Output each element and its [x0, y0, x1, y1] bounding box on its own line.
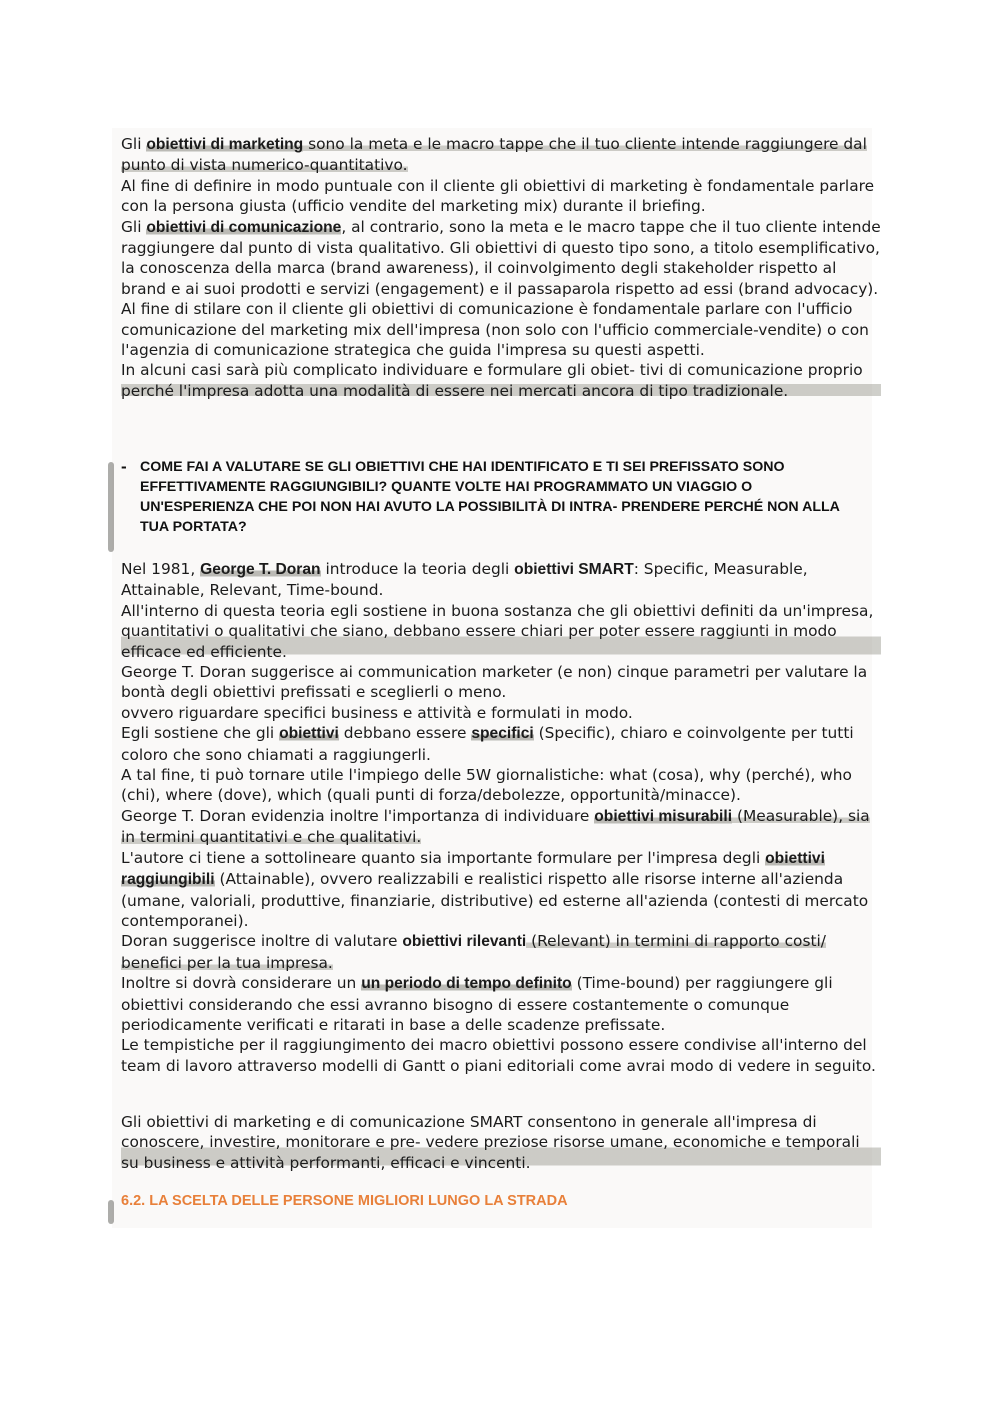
bold-term: obiettivi misurabili [594, 807, 733, 825]
question-text: COME FAI A VALUTARE SE GLI OBIETTIVI CHE HAI IDENTIFICATO E TI SEI PREFISSATO SONO EFFETTIVAMENTE RAGGIUNGIBILI? QUANTE VOLTE HAI PROGRAMMATO UN VIAGGIO O UN'ESPERIENZA CHE POI NON HAI AVUTO LA POSSIBILITÀ DI INTRA- PRENDERE PERCHÉ NON ALLA TUA PORTATA? [140, 459, 840, 535]
paragraph-gantt: Le tempistiche per il raggiungimento dei macro obiettivi possono essere condivise all'interno del team di lavoro attraverso modelli di Gantt o piani editoriali come avrai modo di vedere in seguito. [121, 1036, 876, 1075]
paragraph-smart-theory: All'interno di questa teoria egli sostiene in buona sostanza che gli obiettivi definiti da un'impresa, quantitativi o qualitativi che siano, debbano essere chiari per poter essere raggiunti in modo efficace ed efficiente. [121, 601, 881, 662]
paragraph-marketing-briefing: Al fine di definire in modo puntuale con il cliente gli obiettivi di marketing è fondamentale parlare con la persona giusta (ufficio vendite del marketing mix) durante il briefing. [121, 176, 875, 216]
paragraph-marketing-objectives [121, 134, 881, 176]
smart-block [121, 559, 881, 1076]
paragraph-specific [121, 723, 881, 765]
text-span: Gli [121, 135, 147, 153]
paragraph-five-parameters: George T. Doran suggerisce ai communication marketer (e non) cinque parametri per valutare la bontà degli obiettivi prefissati e sceglierli o meno. [121, 663, 868, 702]
paragraph-communication-office: Al fine di stilare con il cliente gli obiettivi di comunicazione è fondamentale parlare con l'ufficio comunicazione del marketing mix dell'impresa (non solo con l'ufficio commerciale-vendite) o con l'agenzia di comunicazione strategica che guida l'impresa su questi aspetti. [121, 300, 869, 360]
text-span: George T. Doran evidenzia inoltre l'importanza di individuare [121, 806, 595, 825]
paragraph-smart-conclusion: Gli obiettivi di marketing e di comunicazione SMART consentono in generale all'impresa di conoscere, investire, monitorare e pre- vedere preziose risorse umane, economiche e temporali su business e attività performanti, efficaci e vincenti. [121, 1112, 881, 1173]
text-span: (Relevant) in termini di rapporto costi/ benefici per la tua impresa. [121, 932, 826, 972]
text-span: sono la meta e le macro tappe che il tuo cliente intende raggiungere dal punto di vista numerico-quantitativo. [121, 135, 867, 175]
paragraph-communication-objectives [121, 217, 881, 300]
text-span: Doran suggerisce inoltre di valutare [121, 932, 403, 951]
bold-term: specifici [471, 725, 534, 743]
paragraph-specific-business: ovvero riguardare specifici business e attività e formulati in modo. [121, 703, 633, 722]
bold-term: obiettivi [279, 725, 339, 743]
question-margin-mark [108, 462, 114, 552]
intro-block [121, 134, 881, 401]
bold-term: George T. Doran [200, 561, 321, 578]
section-heading: 6.2. LA SCELTA DELLE PERSONE MIGLIORI LUNGO LA STRADA [121, 1193, 568, 1209]
paragraph-attainable [121, 848, 881, 932]
bold-term: obiettivi di comunicazione [146, 218, 342, 236]
paragraph-smart-intro [121, 559, 881, 601]
text-span: Inoltre si dovrà considerare un [121, 974, 362, 993]
text-span: (Attainable), ovvero realizzabili e realistici rispetto alle risorse interne all'azienda (umane, valoriali, produttive, finanziarie, distributive) ed esterne all'azienda (contesti di mercato contemporanei). [121, 870, 869, 930]
text-span: introduce la teoria degli [320, 560, 515, 578]
text-span: (Time-bound) per raggiungere gli obiettivi considerando che essi avranno bisogno di essere costantemente o comunque periodicamente verificati e ritarati in base a delle scadenze prefissate. [121, 974, 833, 1034]
text-span: Egli sostiene che gli [121, 724, 280, 743]
bold-term: obiettivi rilevanti [402, 933, 527, 951]
bold-term: obiettivi raggiungibili [121, 849, 825, 889]
section-margin-mark [108, 1200, 114, 1224]
text-span: debbano essere [338, 724, 472, 743]
paragraph-relevant [121, 931, 881, 973]
text-span: (Measurable), sia in termini quantitativi e che qualitativi. [121, 806, 870, 847]
bold-term: un periodo di tempo definito [361, 975, 572, 993]
text-span: Nel 1981, [121, 560, 201, 578]
closing-block [121, 1112, 881, 1173]
text-span: : Specific, Measurable, Attainable, Relevant, Time-bound. [121, 560, 808, 600]
text-span: (Specific), chiaro e coinvolgente per tutti coloro che sono chiamati a raggiungerli. [121, 724, 854, 764]
bold-term: obiettivi di marketing [146, 136, 304, 153]
paragraph-complicated-cases: In alcuni casi sarà più complicato individuare e formulare gli obiet- tivi di comunicazione proprio perché l'impresa adotta una modalità di essere nei mercati ancora di tipo tradizionale. [121, 360, 881, 401]
text-span: L'autore ci tiene a sottolineare quanto sia importante formulare per l'impresa degli [121, 848, 766, 867]
bold-term: obiettivi SMART [514, 561, 634, 578]
text-span: , al contrario, sono la meta e le macro tappe che il tuo cliente intende raggiungere dal punto di vista qualitativo. Gli obiettivi di questo tipo sono, a titolo esemplificativo, la conoscenza della marca (brand awareness), il coinvolgimento degli stakeholder rispetto al brand e ai suoi prodotti e servizi (engagement) e il passaparola rispetto ad essi (brand advocacy). [121, 217, 881, 298]
paragraph-5w: A tal fine, ti può tornare utile l'impiego delle 5W giornalistiche: what (cosa), why (perché), who (chi), where (dove), which (quali punti di forza/debolezze, opportunità/minacce). [121, 766, 852, 805]
paragraph-time-bound [121, 973, 881, 1035]
question-block [121, 457, 861, 537]
bullet-dash: - [121, 457, 127, 476]
text-span: Gli [121, 217, 147, 236]
paragraph-measurable [121, 806, 881, 848]
